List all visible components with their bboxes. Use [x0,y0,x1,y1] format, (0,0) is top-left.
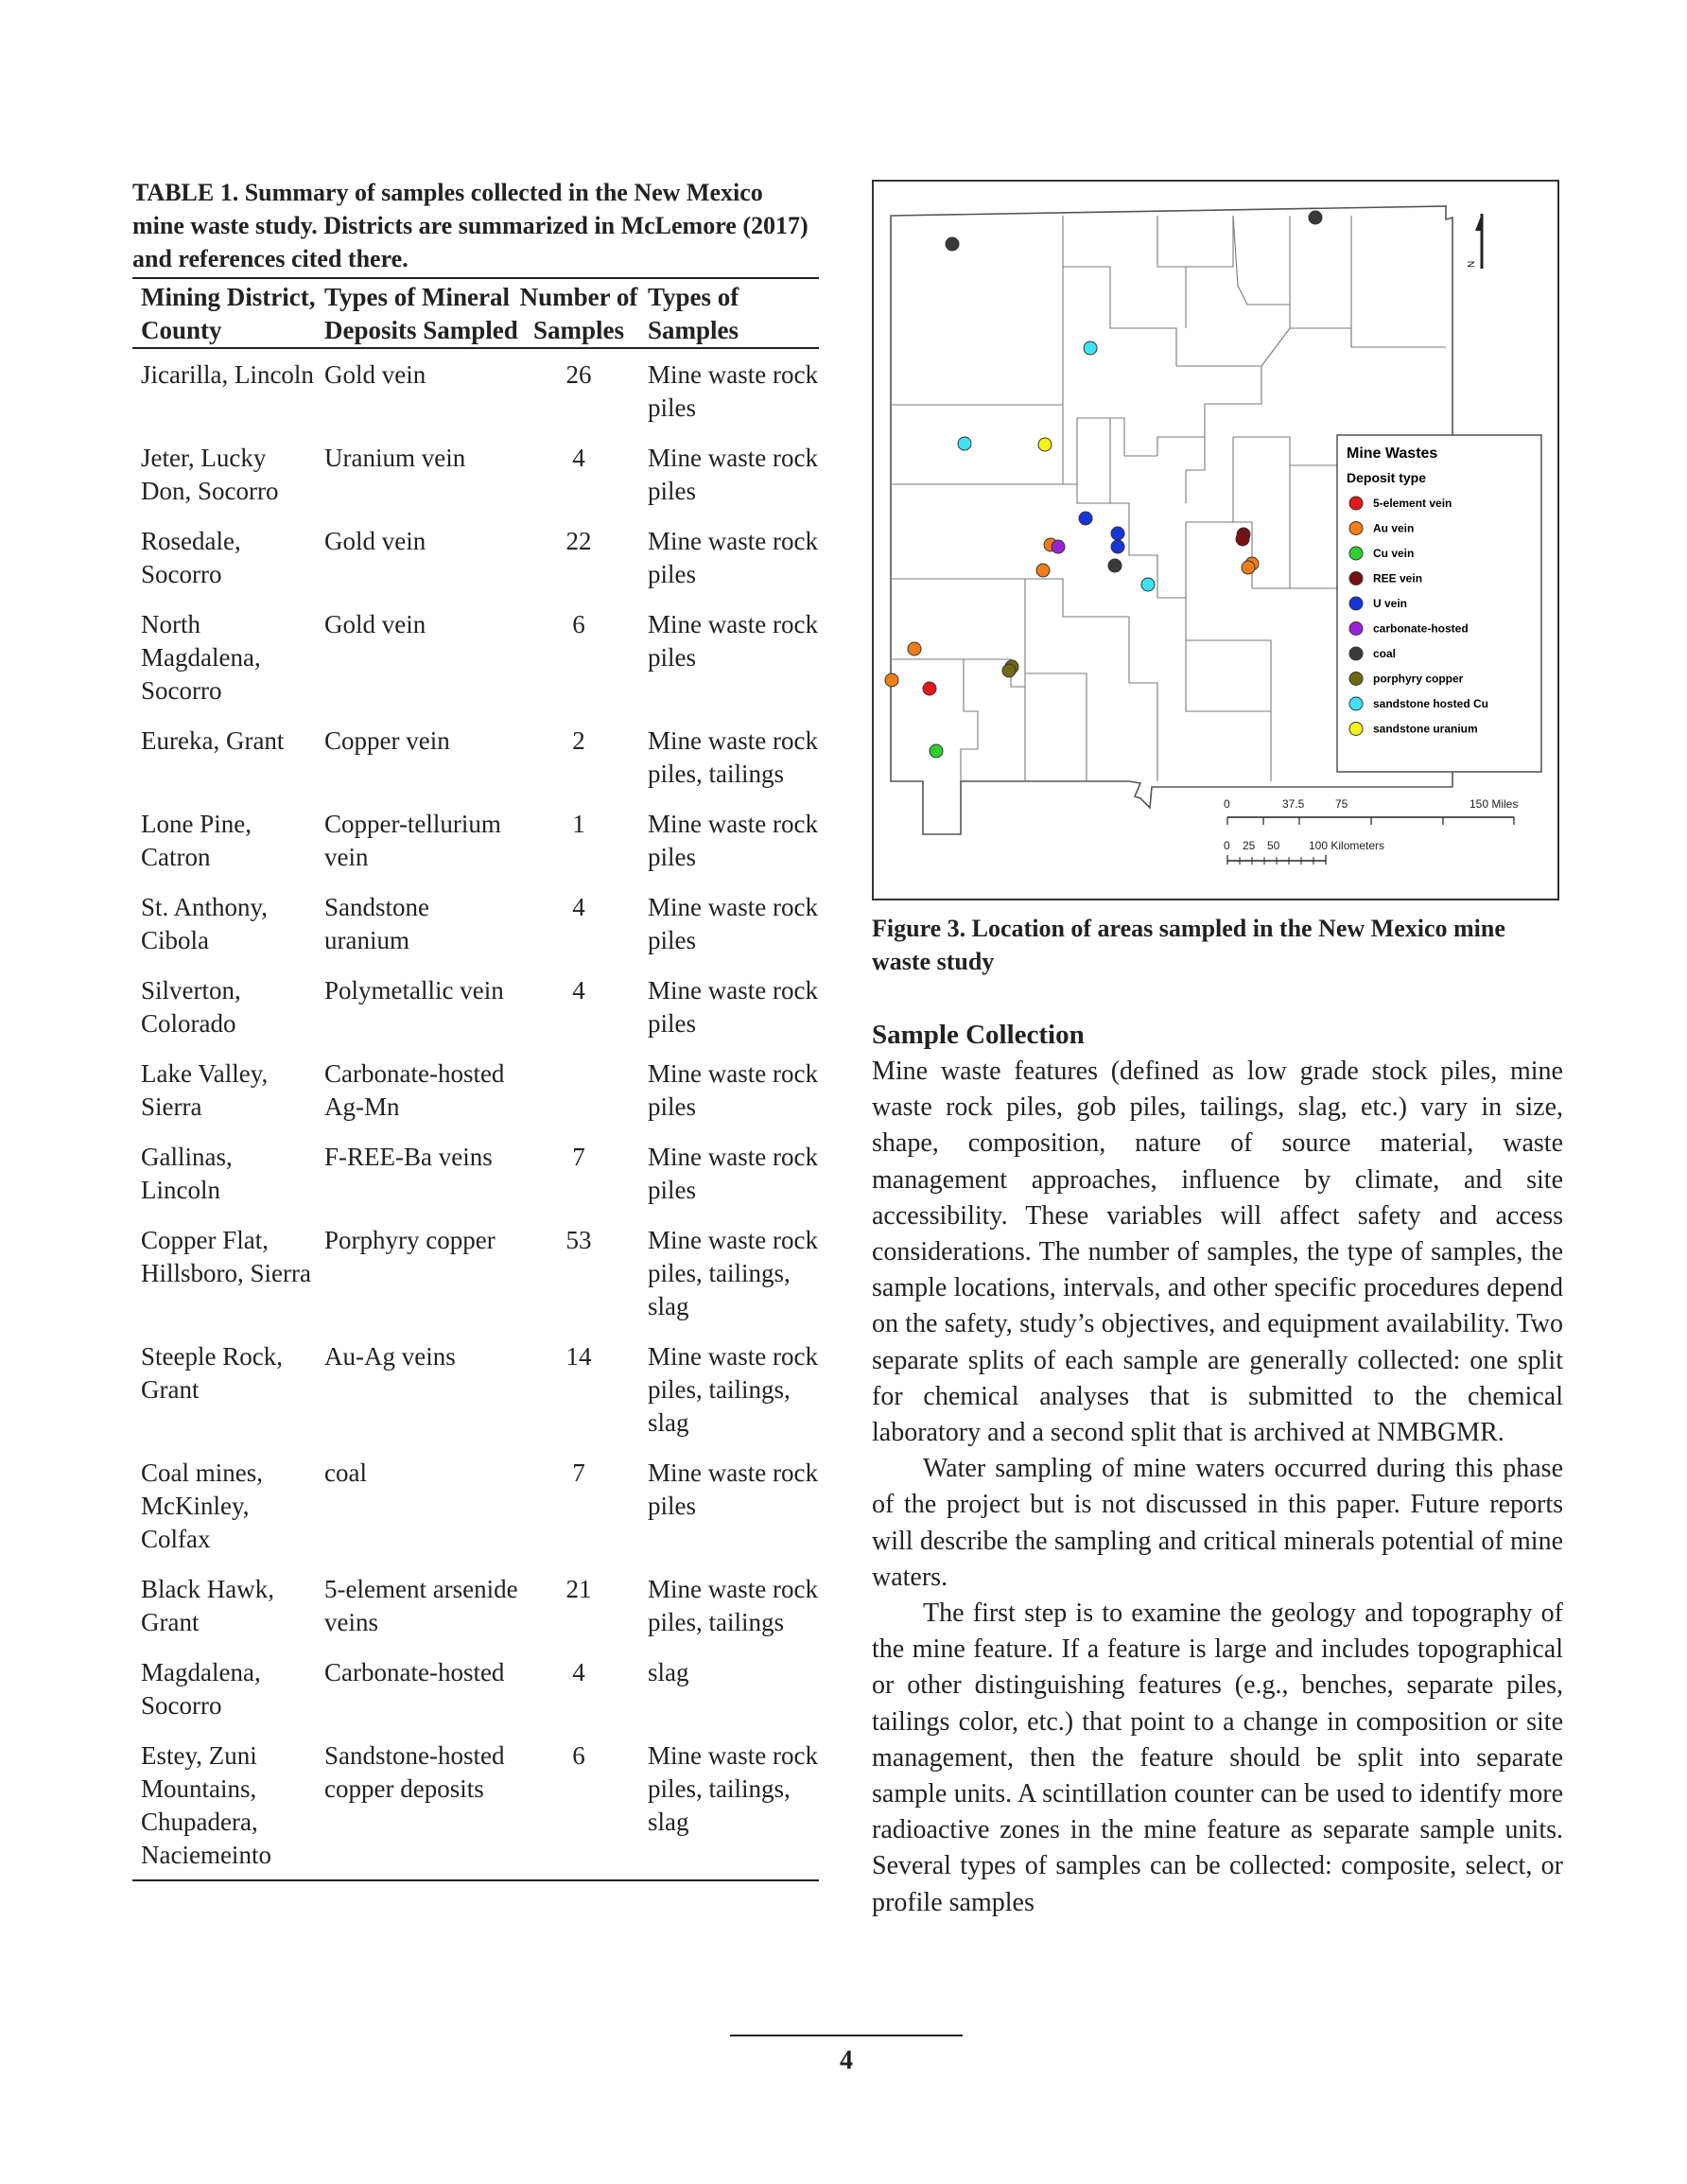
cell-number: 2 [572,726,585,755]
cell-number: 6 [572,1741,585,1770]
cell-number: 4 [572,976,585,1005]
cell-deposit: F-REE-Ba veins [324,1143,493,1171]
legend-swatch [1349,547,1363,560]
sample-point-marker [1111,540,1124,553]
cell-sample-types: Mine waste rock piles, tailings [648,726,818,788]
figure-caption: Figure 3. Location of areas sampled in the New Mexico mine waste study [872,915,1505,975]
table-row [132,432,819,515]
sample-point-marker [1141,578,1155,591]
cell-sample-types: Mine waste rock piles [648,893,818,954]
scale-km-0: 0 [1224,839,1230,852]
legend-label: carbonate-hosted [1373,621,1469,636]
cell-number: 22 [565,527,592,555]
cell-deposit: Gold vein [324,527,426,555]
cell-district: Eureka, Grant [141,726,285,755]
sample-point-marker [885,673,898,687]
cell-deposit: Gold vein [324,360,426,389]
sample-point-marker [1309,211,1322,224]
cell-deposit: Gold vein [324,610,426,638]
legend-label: sandstone uranium [1373,722,1478,736]
cell-sample-types: Mine waste rock piles [648,1143,818,1204]
cell-district: Lake Valley, Sierra [141,1059,269,1121]
legend-label: 5-element vein [1373,497,1452,510]
legend-label: U vein [1373,597,1408,610]
column-header-number: Number of Samples [519,283,638,344]
north-label: N [1467,260,1477,268]
table-row [132,1730,819,1880]
legend-swatch [1349,673,1363,686]
legend-title: Mine Wastes [1347,446,1438,462]
cell-sample-types: Mine waste rock piles [648,360,818,422]
cell-deposit: Carbonate-hosted Ag-Mn [324,1059,505,1121]
right-column [872,180,1563,1921]
cell-deposit: Au-Ag veins [324,1342,456,1371]
cell-number [518,1048,639,1131]
cell-district: North Magdalena, Socorro [141,610,261,705]
table-row [132,1214,819,1331]
legend-swatch [1349,522,1363,535]
table-row [132,965,819,1048]
cell-number: 4 [572,444,585,472]
cell-number: 4 [572,1658,585,1686]
cell-district: Lone Pine, Catron [141,810,252,871]
cell-number: 21 [565,1575,592,1603]
map-legend [1337,435,1541,772]
cell-district: Coal mines, McKinley, Colfax [141,1459,263,1553]
scale-mile-75: 75 [1335,797,1348,811]
table-row [132,882,819,965]
legend-label: porphyry copper [1373,672,1464,686]
cell-number: 6 [572,610,585,638]
sample-point-marker [1002,664,1016,677]
legend-swatch [1349,572,1363,585]
legend-swatch [1349,647,1363,660]
samples-table [132,277,819,1881]
table-row [132,348,819,432]
cell-number: 7 [572,1459,585,1487]
cell-number: 4 [572,893,585,921]
cell-district: St. Anthony, Cibola [141,893,269,954]
column-header-deposit: Types of Mineral Deposits Sampled [324,283,518,344]
cell-sample-types: Mine waste rock piles, tailings, slag [648,1741,818,1836]
cell-sample-types: Mine waste rock piles [648,527,818,588]
table-row [132,1564,819,1647]
sample-point-marker [1038,438,1052,451]
table-row [132,515,819,599]
table-caption: TABLE 1. Summary of samples collected in the New Mexico mine waste study. Districts are summarized in McLemore (2017) and references cited there. [132,179,809,272]
table-row [132,599,819,715]
page-number: 4 [840,2046,853,2075]
scale-km-100: 100 Kilometers [1309,839,1385,852]
legend-subtitle: Deposit type [1347,470,1427,485]
legend-swatch [1349,622,1363,636]
section-heading: Sample Collection [872,1020,1085,1050]
scale-km-50: 50 [1267,839,1280,852]
scale-bar [1224,797,1518,865]
legend-label: Au vein [1373,521,1415,535]
sample-point-marker [908,642,921,655]
cell-number: 53 [565,1226,592,1254]
sample-point-marker [946,237,959,251]
paragraph-2: Water sampling of mine waters occurred during this phase of the project but is not discussed in this paper. Future reports will describe the sampling and critical minerals potential of mine waters. [872,1454,1563,1592]
cell-deposit: Copper vein [324,726,450,755]
cell-sample-types: Mine waste rock piles [648,976,818,1038]
table-row [132,1447,819,1564]
table-row [132,798,819,882]
cell-number: 26 [565,360,592,389]
scale-mile-37-5: 37.5 [1282,797,1305,811]
cell-sample-types: slag [648,1658,689,1686]
table-body [132,348,819,1880]
table-row [132,1048,819,1131]
cell-sample-types: Mine waste rock piles [648,810,818,871]
cell-deposit: Polymetallic vein [324,976,504,1005]
footer-rule [730,2035,963,2036]
cell-deposit: Sandstone-hosted copper deposits [324,1741,505,1803]
cell-district: Gallinas, Lincoln [141,1143,233,1204]
cell-deposit: Copper-tellurium vein [324,810,501,871]
cell-deposit: Uranium vein [324,444,466,472]
cell-district: Jicarilla, Lincoln [141,360,314,389]
sample-point-marker [1108,559,1122,572]
paragraph-3: The first step is to examine the geology and topography of the mine feature. If a feature is large and includes topographical or other distinguishing features (e.g., benches, separate piles, tailings color, etc.) that point to a change in composition or site management, then the feature should be split into separate sample units. A scintillation counter can be used to identify more radioactive zones in the mine feature as separate sample units. Several types of samples can be collected: composite, select, or profile samples [872,1599,1563,1917]
table-header-row [132,278,819,348]
cell-district: Estey, Zuni Mountains, Chupadera, Naciemeinto [141,1741,271,1869]
cell-sample-types: Mine waste rock piles [648,1459,818,1520]
cell-sample-types: Mine waste rock piles [648,610,818,672]
cell-district: Copper Flat, Hillsboro, Sierra [141,1226,311,1287]
sample-point-marker [1079,512,1092,525]
paragraph-1: Mine waste features (defined as low grade stock piles, mine waste rock piles, gob piles, tailings, slag, etc.) vary in size, shape, composition, nature of source material, waste management approaches, influence by climate, and site accessibility. These variables will affect safety and access considerations. The number of samples, the type of samples, the sample locations, intervals, and other specific procedures depend on the safety, study’s objectives, and equipment availability. Two separate splits of each sample are generally collected: one split for chemical analyses that is submitted to the chemical laboratory and a second split that is archived at NMBGMR. [872,1057,1563,1448]
table-row [132,1131,819,1214]
cell-deposit: Porphyry copper [324,1226,496,1254]
legend-swatch [1349,597,1363,610]
sample-point-marker [1052,540,1065,553]
cell-deposit: Carbonate-hosted [324,1658,505,1686]
figure-map [872,180,1559,900]
table-section [132,176,819,1881]
section-body [872,1054,1563,1921]
north-arrow [1467,214,1482,269]
cell-deposit: coal [324,1459,367,1487]
cell-district: Silverton, Colorado [141,976,241,1038]
cell-district: Jeter, Lucky Don, Socorro [141,444,279,505]
legend-label: coal [1373,647,1397,660]
column-header-sample-types: Types of Samples [648,283,739,344]
cell-number: 14 [565,1342,592,1371]
legend-swatch [1349,723,1363,736]
cell-sample-types: Mine waste rock piles, tailings, slag [648,1226,818,1320]
sample-point-marker [1036,564,1050,577]
sample-point-marker [1111,527,1124,540]
table-row [132,1647,819,1730]
cell-sample-types: Mine waste rock piles [648,444,818,505]
legend-swatch [1349,497,1363,510]
sample-point-marker [1084,341,1097,355]
cell-number: 1 [572,810,585,838]
sample-point-marker [958,437,971,450]
column-header-district: Mining District, County [141,283,316,344]
cell-deposit: 5-element arsenide veins [324,1575,518,1636]
sample-point-marker [1236,533,1249,546]
legend-label: REE vein [1373,571,1423,585]
new-mexico-map [874,182,1557,899]
table-row [132,715,819,798]
cell-sample-types: Mine waste rock piles, tailings, slag [648,1342,818,1437]
scale-mile-150: 150 Miles [1470,797,1519,811]
cell-district: Steeple Rock, Grant [141,1342,283,1404]
cell-district: Magdalena, Socorro [141,1658,261,1720]
cell-district: Rosedale, Socorro [141,527,241,588]
scale-km-25: 25 [1243,839,1256,852]
sample-point-marker [1242,561,1255,574]
sample-point-marker [930,744,943,758]
sample-point-marker [923,682,936,695]
cell-deposit: Sandstone uranium [324,893,429,954]
cell-district: Black Hawk, Grant [141,1575,274,1636]
cell-sample-types: Mine waste rock piles, tailings [648,1575,818,1636]
scale-mile-0: 0 [1224,797,1230,811]
table-row [132,1331,819,1447]
legend-label: sandstone hosted Cu [1373,697,1489,710]
cell-sample-types: Mine waste rock piles [648,1059,818,1121]
legend-label: Cu vein [1373,547,1415,560]
legend-swatch [1349,697,1363,710]
cell-number: 7 [572,1143,585,1171]
